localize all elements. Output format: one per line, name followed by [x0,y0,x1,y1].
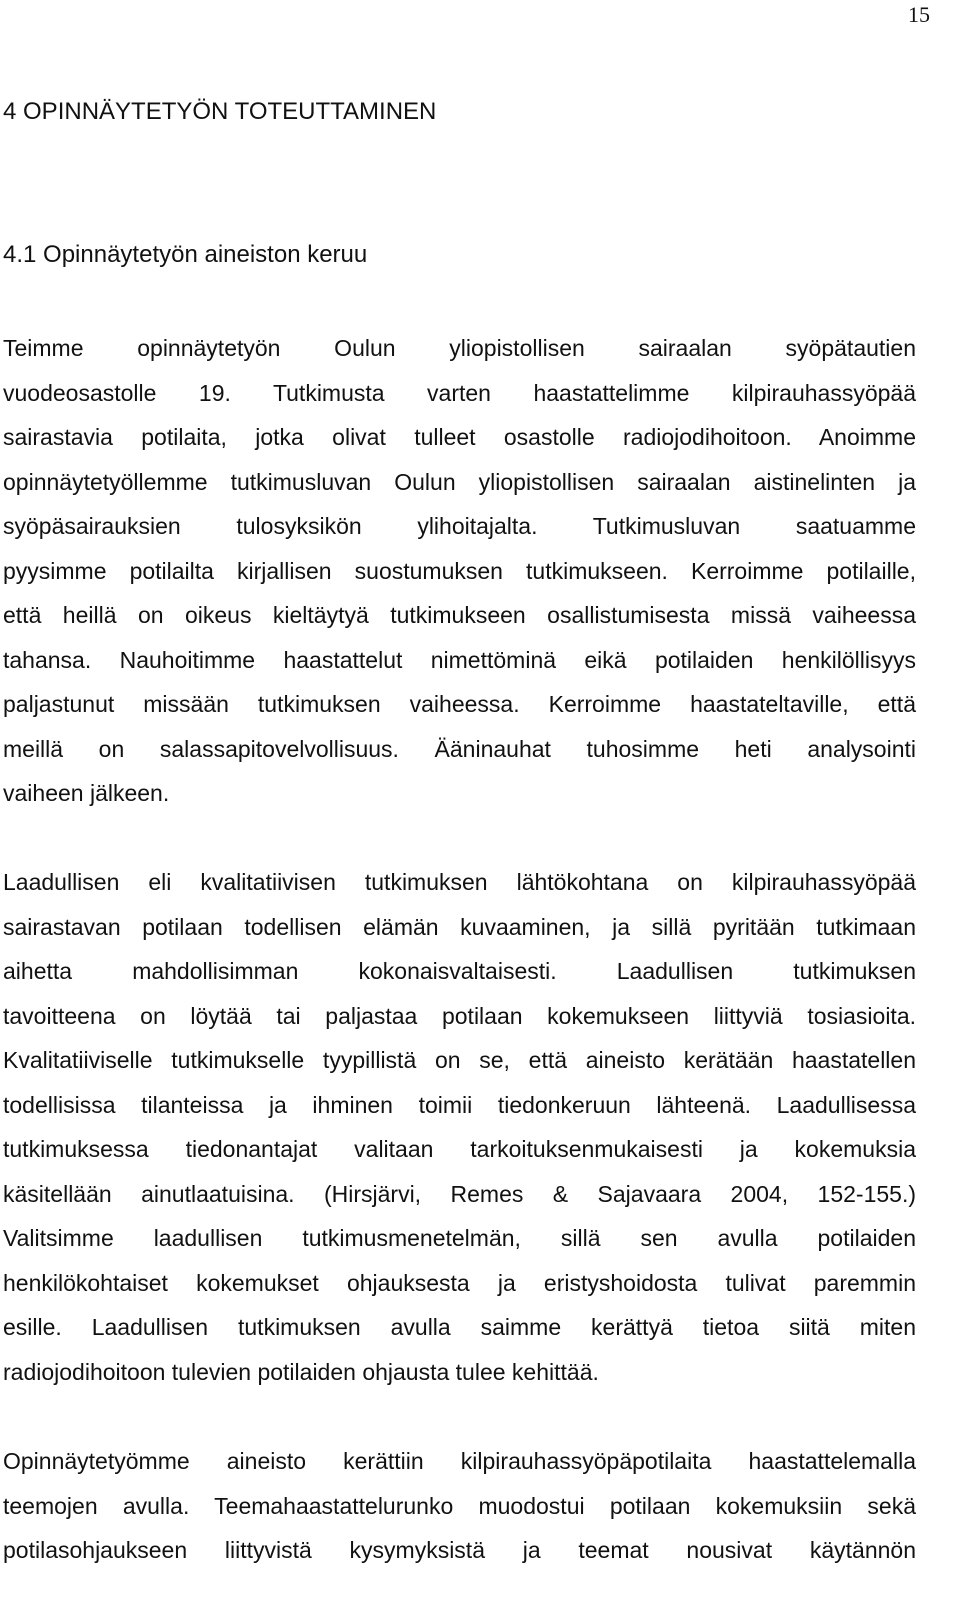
text-line: tahansa. Nauhoitimme haastattelut nimettöminä eikä potilaiden henkilöllisyys [3,646,916,673]
text-line: paljastunut missään tutkimuksen vaiheessa. Kerroimme haastateltaville, että [3,691,916,717]
text-line: Teimme opinnäytetyön Oulun yliopistollisen sairaalan syöpätautien [3,335,916,361]
text-line: käsitellään ainutlaatuisina. (Hirsjärvi, Remes & Sajavaara 2004, 152-155.) [3,1180,916,1207]
body-paragraph-3 [3,1439,916,1573]
text-line: Opinnäytetyömme aineisto kerättiin kilpirauhassyöpäpotilaita haastattelemalla [3,1448,916,1474]
text-line: potilasohjaukseen liittyvistä kysymyksistä ja teemat nousivat käytännön [3,1537,916,1563]
chapter-heading: 4 OPINNÄYTETYÖN TOTEUTTAMINEN [3,98,437,125]
text-line: henkilökohtaiset kokemukset ohjauksesta ja eristyshoidosta tulivat paremmin [3,1269,916,1296]
text-line: syöpäsairauksien tulosyksikön ylihoitajalta. Tutkimusluvan saatuamme [3,513,916,539]
text-line: sairastavan potilaan todellisen elämän kuvaaminen, ja sillä pyritään tutkimaan [3,913,916,940]
text-line: aihetta mahdollisimman kokonaisvaltaisesti. Laadullisen tutkimuksen [3,958,916,984]
text-line: tavoitteena on löytää tai paljastaa potilaan kokemukseen liittyviä tosiasioita. [3,1002,916,1029]
text-line: Valitsimme laadullisen tutkimusmenetelmän, sillä sen avulla potilaiden [3,1225,916,1251]
text-line: Laadullisen eli kvalitatiivisen tutkimuksen lähtökohtana on kilpirauhassyöpää [3,869,916,895]
text-line: pyysimme potilailta kirjallisen suostumuksen tutkimukseen. Kerroimme potilaille, [3,557,916,584]
text-line: esille. Laadullisen tutkimuksen avulla saimme kerättyä tietoa siitä miten [3,1314,916,1340]
section-heading: 4.1 Opinnäytetyön aineiston keruu [3,241,368,268]
text-line: radiojodihoitoon tulevien potilaiden ohjausta tulee kehittää. [3,1358,599,1385]
text-line: että heillä on oikeus kieltäytyä tutkimukseen osallistumisesta missä vaiheessa [3,602,916,628]
text-line: sairastavia potilaita, jotka olivat tulleet osastolle radiojodihoitoon. Anoimme [3,424,916,450]
text-line: Kvalitatiiviselle tutkimukselle tyypillistä on se, että aineisto kerätään haastatellen [3,1047,916,1073]
text-line: teemojen avulla. Teemahaastattelurunko muodostui potilaan kokemuksiin sekä [3,1492,916,1519]
text-line: meillä on salassapitovelvollisuus. Ääninauhat tuhosimme heti analysointi [3,735,916,762]
text-line: vaiheen jälkeen. [3,780,170,806]
page-number: 15 [908,2,930,27]
body-paragraph-1 [3,326,916,816]
text-line: opinnäytetyöllemme tutkimusluvan Oulun yliopistollisen sairaalan aistinelinten ja [3,468,916,495]
text-line: tutkimuksessa tiedonantajat valitaan tarkoituksenmukaisesti ja kokemuksia [3,1136,916,1162]
text-line: vuodeosastolle 19. Tutkimusta varten haastattelimme kilpirauhassyöpää [3,379,916,406]
body-paragraph-2 [3,860,916,1394]
text-line: todellisissa tilanteissa ja ihminen toimii tiedonkeruun lähteenä. Laadullisessa [3,1091,916,1118]
